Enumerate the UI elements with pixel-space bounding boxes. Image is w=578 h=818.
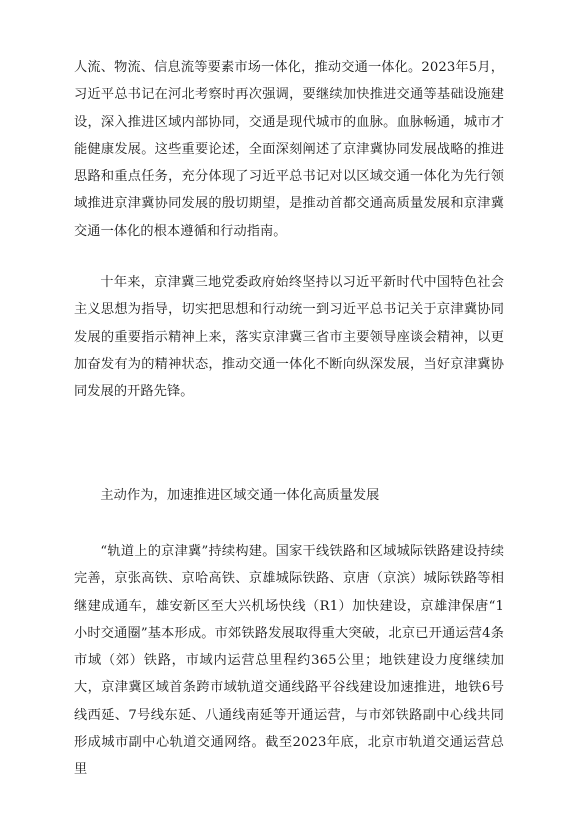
paragraph-transport-integration: 人流、物流、信息流等要素市场一体化，推动交通一体化。2023年5月，习近平总书记在河北考察时再次强调，要继续加快推进交通等基础设施建设，深入推进区域内部协同，交通是现代城市的血脉。血脉畅通，城市才能健康发展。这些重要论述，全面深刻阐述了京津冀协同发展战略的推进思路和重点任务，充分体现了习近平总书记对以区域交通一体化为先行领域推进京津冀协同发展的殷切期望，是推动首都交通高质量发展和京津冀交通一体化的根本遵循和行动指南。 bbox=[74, 60, 504, 239]
paragraph-ten-years: 十年来，京津冀三地党委政府始终坚持以习近平新时代中国特色社会主义思想为指导，切实把思想和行动统一到习近平总书记关于京津冀协同发展的重要指示精神上来，落实京津冀三省市主要领导座谈会精神，以更加奋发有为的精神状态，推动交通一体化不断向纵深发展，当好京津冀协同发展的开路先锋。 bbox=[74, 275, 504, 400]
section-heading: 主动作为，加速推进区域交通一体化高质量发展 bbox=[100, 488, 380, 503]
paragraph-rail-network: “轨道上的京津冀”持续构建。国家干线铁路和区域城际铁路建设持续完善，京张高铁、京哈高铁、京雄城际铁路、京唐（京滨）城际铁路等相继建成通车，雄安新区至大兴机场快线（R1）加快建设，京雄津保唐“1小时交通圈”基本形成。市郊铁路发展取得重大突破，北京已开通运营4条市域（郊）铁路，市域内运营总里程约365公里；地铁建设力度继续加大，京津冀区域首条跨市域轨道交通线路平谷线建设加速推进，地铁6号线西延、7号线东延、八通线南延等开通运营，与市郊铁路副中心线共同形成城市副中心轨道交通网络。截至2023年底，北京市轨道交通运营总里 bbox=[74, 544, 504, 778]
